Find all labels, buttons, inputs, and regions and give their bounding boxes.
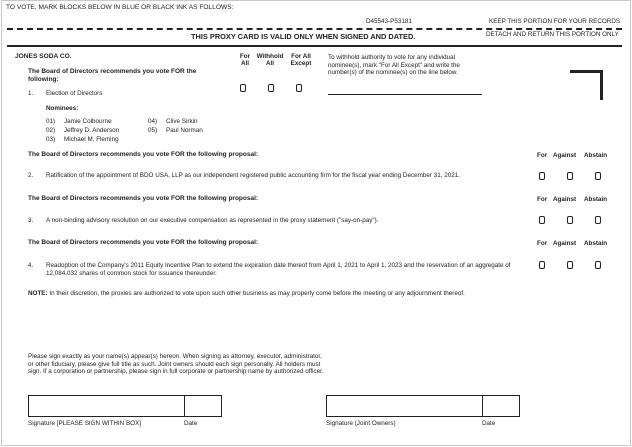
col-withhold-all: Withhold All bbox=[256, 53, 284, 67]
joint-signature-label: Signature (Joint Owners) bbox=[326, 420, 396, 427]
proposal-recommendation: The Board of Directors recommends you vote FOR the following proposal: bbox=[28, 151, 259, 158]
signature-date-label: Date bbox=[184, 420, 198, 427]
col-for-all: For All bbox=[239, 53, 251, 67]
checkbox-proposal-4-abstain[interactable] bbox=[595, 261, 601, 269]
col-against: Against bbox=[553, 152, 577, 159]
signature-label: Signature [PLEASE SIGN WITHIN BOX] bbox=[28, 420, 142, 427]
corner-mark bbox=[570, 70, 603, 100]
nominee-num: 04) bbox=[148, 118, 158, 125]
nominee-num: 03) bbox=[46, 136, 56, 143]
checkbox-proposal-2-against[interactable] bbox=[567, 172, 573, 180]
nominee-num: 02) bbox=[46, 127, 56, 134]
checkbox-for-all-except[interactable] bbox=[296, 84, 302, 92]
election-item-label: Election of Directors bbox=[46, 90, 103, 97]
checkbox-proposal-4-against[interactable] bbox=[567, 261, 573, 269]
col-for: For bbox=[537, 196, 548, 203]
except-write-in-line[interactable] bbox=[328, 94, 482, 95]
company-name: JONES SODA CO. bbox=[15, 53, 72, 60]
checkbox-proposal-3-abstain[interactable] bbox=[595, 216, 601, 224]
checkbox-withhold-all[interactable] bbox=[268, 84, 274, 92]
col-abstain: Abstain bbox=[584, 240, 608, 247]
checkbox-proposal-3-against[interactable] bbox=[567, 216, 573, 224]
signature-box[interactable] bbox=[28, 395, 185, 417]
col-against: Against bbox=[553, 240, 577, 247]
nominee-name: Paul Norman bbox=[166, 127, 203, 134]
nominee-name: Clive Sirkin bbox=[166, 118, 198, 125]
nominee-name: Jeffrey D. Anderson bbox=[64, 127, 120, 134]
proposal-recommendation: The Board of Directors recommends you vote FOR the following proposal: bbox=[28, 195, 259, 202]
checkbox-proposal-4-for[interactable] bbox=[539, 261, 545, 269]
note-text: In their discretion, the proxies are authorized to vote upon such other business as may properly come before the meeting or any adjournment thereof. bbox=[47, 290, 465, 297]
note-label: NOTE: bbox=[28, 290, 48, 297]
detach-portion-label: DETACH AND RETURN THIS PORTION ONLY bbox=[486, 31, 619, 38]
valid-notice: THIS PROXY CARD IS VALID ONLY WHEN SIGNED AND DATED. bbox=[191, 32, 416, 41]
col-abstain: Abstain bbox=[584, 196, 608, 203]
joint-date-box[interactable] bbox=[482, 395, 520, 417]
sign-instructions: Please sign exactly as your name(s) appear(s) hereon. When signing as attorney, executor, administrator, or other fiduciary, please give full title as such. Joint owners should each sign personally. All holders must sign. If a corporation or partnership, please sign in full corporate or partnership name by authorized officer. bbox=[28, 353, 324, 376]
joint-signature-box[interactable] bbox=[326, 395, 483, 417]
proposal-number: 3. bbox=[28, 217, 34, 224]
top-rule bbox=[7, 45, 622, 47]
proposal-text: Ratification of the appointment of BDO USA, LLP as our independent registered public accounting firm for the fiscal year ending December 31, 2021. bbox=[46, 172, 460, 179]
nominee-name: Jamie Colbourne bbox=[64, 118, 112, 125]
note bbox=[28, 290, 608, 298]
checkbox-proposal-2-for[interactable] bbox=[539, 172, 545, 180]
signature-date-box[interactable] bbox=[184, 395, 222, 417]
col-against: Against bbox=[553, 196, 577, 203]
nominee-name: Michael M. Fleming bbox=[64, 136, 119, 143]
election-recommendation: The Board of Directors recommends you vote FOR the following: bbox=[28, 68, 197, 84]
nominee-num: 01) bbox=[46, 118, 56, 125]
control-number: D45543-P53181 bbox=[366, 18, 412, 25]
proposal-number: 2. bbox=[28, 172, 34, 179]
nominee-num: 05) bbox=[148, 127, 158, 134]
proposal-number: 4. bbox=[28, 262, 34, 269]
proposal-recommendation: The Board of Directors recommends you vote FOR the following proposal: bbox=[28, 239, 259, 246]
col-abstain: Abstain bbox=[584, 152, 608, 159]
joint-date-label: Date bbox=[482, 420, 496, 427]
checkbox-for-all[interactable] bbox=[240, 84, 246, 92]
vote-instruction: TO VOTE, MARK BLOCKS BELOW IN BLUE OR BLACK INK AS FOLLOWS: bbox=[6, 4, 234, 11]
proposal-text: Readoption of the Company's 2011 Equity Incentive Plan to extend the expiration date thereof from April 1, 2021 to April 1, 2023 and the reservation of an aggregate of 12,084,032 shares of common stock for issuance thereunder. bbox=[46, 262, 511, 277]
checkbox-proposal-3-for[interactable] bbox=[539, 216, 545, 224]
checkbox-proposal-2-abstain[interactable] bbox=[595, 172, 601, 180]
election-item-number: 1. bbox=[28, 90, 34, 97]
keep-portion-label: KEEP THIS PORTION FOR YOUR RECORDS bbox=[489, 18, 621, 25]
nominees-label: Nominees: bbox=[46, 105, 79, 112]
col-for: For bbox=[537, 240, 548, 247]
col-for: For bbox=[537, 152, 548, 159]
proposal-text: A non-binding advisory resolution on our executive compensation as represented in the proxy statement ("say-on-pay"). bbox=[46, 217, 379, 224]
col-for-all-except: For All Except bbox=[290, 53, 312, 67]
detach-line bbox=[7, 28, 622, 30]
withhold-instruction: To withhold authority to vote for any individual nominee(s), mark "For All Except" and write the number(s) of the nominee(s) on the line below. bbox=[328, 54, 460, 77]
